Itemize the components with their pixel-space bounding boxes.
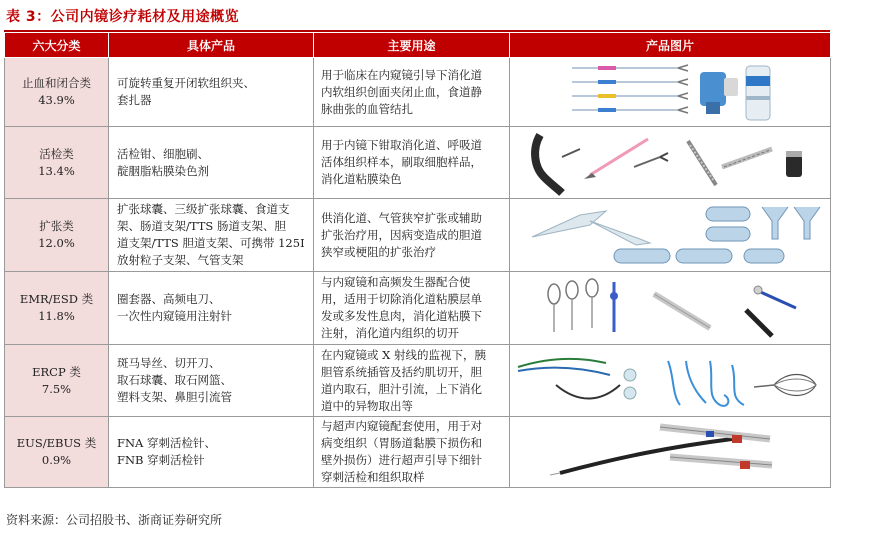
table-row bbox=[5, 345, 831, 417]
category-share: 13.4% bbox=[38, 163, 75, 178]
use-line: 道中的异物取出等 bbox=[321, 398, 413, 413]
use-line: 活体组织样本，刷取细胞样品， bbox=[321, 155, 482, 169]
table-row bbox=[5, 417, 831, 488]
use-line: 发或多发性息肉，消化道粘膜下 bbox=[321, 309, 482, 323]
category-cell bbox=[5, 345, 109, 417]
use-line: 在内窥镜或 X 射线的监视下，胰 bbox=[321, 347, 486, 362]
use-line: 脉曲张的血管结扎 bbox=[321, 101, 413, 116]
use-line: 狭窄或梗阻的扩张治疗 bbox=[321, 244, 436, 259]
product-line: 活检钳、细胞刷、 bbox=[117, 146, 209, 161]
products-cell bbox=[109, 127, 314, 199]
use-line: 用于内镜下钳取消化道、呼吸道 bbox=[321, 138, 482, 152]
uses-cell bbox=[314, 127, 510, 199]
product-line: 扩张球囊、三级扩张球囊、食道支 bbox=[117, 202, 290, 216]
header-uses: 主要用途 bbox=[314, 33, 510, 58]
balloon-and-stent-image bbox=[510, 199, 831, 272]
product-line: 塑料支架、鼻胆引流管 bbox=[117, 390, 232, 404]
category-share: 7.5% bbox=[41, 381, 72, 396]
use-line: 扩张治疗用，因病变造成的胆道 bbox=[321, 227, 482, 242]
guidewire-and-basket-image bbox=[510, 345, 831, 417]
products-cell bbox=[109, 58, 314, 127]
product-line: FNA 穿刺活检针、 bbox=[117, 436, 217, 450]
product-line: 取石球囊、取石网篮、 bbox=[117, 373, 232, 387]
product-line: 斑马导丝、切开刀、 bbox=[117, 356, 221, 370]
products-cell bbox=[109, 345, 314, 417]
uses-cell bbox=[314, 199, 510, 272]
product-line: 靛胭脂粘膜染色剂 bbox=[117, 163, 209, 178]
category-name: 活检类 bbox=[39, 146, 74, 161]
use-line: 供消化道、气管狭窄扩张或辅助 bbox=[321, 210, 482, 225]
category-name: ERCP 类 bbox=[32, 364, 81, 379]
category-share: 43.9% bbox=[38, 93, 75, 107]
use-line: 消化道粘膜染色 bbox=[321, 172, 402, 186]
category-cell bbox=[5, 127, 109, 199]
use-line: 内软组织创面夹闭止血，食道静 bbox=[321, 84, 482, 99]
product-line: 可旋转重复开闭软组织夹、 bbox=[117, 76, 255, 90]
header-images: 产品图片 bbox=[510, 33, 831, 58]
products-cell bbox=[109, 199, 314, 272]
source-note: 资料来源：公司招股书、浙商证券研究所 bbox=[6, 513, 223, 527]
use-line: 注射，消化道内组织的切开 bbox=[321, 326, 459, 340]
product-line: FNB 穿刺活检针 bbox=[117, 453, 205, 467]
biopsy-forceps-image bbox=[510, 127, 831, 199]
category-share: 12.0% bbox=[38, 236, 75, 250]
product-line: 放射粒子支架、气管支架 bbox=[117, 253, 244, 267]
table-row bbox=[5, 199, 831, 272]
use-line: 与超声内窥镜配套使用，用于对 bbox=[321, 419, 482, 433]
product-table bbox=[4, 32, 831, 488]
table-row bbox=[5, 58, 831, 127]
use-line: 病变组织（胃肠道黏膜下损伤和 bbox=[321, 436, 482, 450]
uses-cell bbox=[314, 345, 510, 417]
product-line: 架、肠道支架/TTS 肠道支架、胆 bbox=[117, 219, 286, 233]
use-line: 穿刺活检和组织取样 bbox=[321, 470, 425, 484]
category-name: EMR/ESD 类 bbox=[19, 292, 94, 306]
uses-cell bbox=[314, 417, 510, 488]
category-cell bbox=[5, 199, 109, 272]
table-row bbox=[5, 272, 831, 345]
category-share: 11.8% bbox=[38, 309, 75, 323]
header-category: 六大分类 bbox=[5, 33, 109, 58]
category-cell bbox=[5, 272, 109, 345]
category-name: EUS/EBUS 类 bbox=[16, 436, 97, 450]
use-line: 胆管系统插管及括约肌切开，胆 bbox=[321, 364, 482, 379]
category-name: 扩张类 bbox=[39, 219, 74, 233]
products-cell bbox=[109, 417, 314, 488]
uses-cell bbox=[314, 272, 510, 345]
category-name: 止血和闭合类 bbox=[22, 76, 91, 90]
header-products: 具体产品 bbox=[109, 33, 314, 58]
product-line: 一次性内窥镜用注射针 bbox=[117, 309, 232, 323]
uses-cell bbox=[314, 58, 510, 127]
snare-and-knife-image bbox=[510, 272, 831, 345]
use-line: 与内窥镜和高频发生器配合使 bbox=[321, 275, 471, 289]
use-line: 壁外损伤）进行超声引导下细针 bbox=[321, 453, 482, 467]
use-line: 道内取石，胆汁引流，上下消化 bbox=[321, 381, 482, 396]
category-cell bbox=[5, 58, 109, 127]
use-line: 用于临床在内窥镜引导下消化道 bbox=[321, 67, 482, 82]
biopsy-needle-image bbox=[510, 417, 831, 488]
use-line: 用，适用于切除消化道粘膜层单 bbox=[321, 292, 482, 306]
product-line: 套扎器 bbox=[117, 93, 152, 107]
product-line: 圈套器、高频电刀、 bbox=[117, 292, 221, 306]
table-row bbox=[5, 127, 831, 199]
product-line: 道支架/TTS 胆道支架、可携带 125I bbox=[117, 236, 305, 250]
category-cell bbox=[5, 417, 109, 488]
category-share: 0.9% bbox=[41, 453, 72, 467]
products-cell bbox=[109, 272, 314, 345]
table-header-row bbox=[5, 33, 831, 58]
table-title: 表 3：公司内镜诊疗耗材及用途概览 bbox=[6, 9, 240, 25]
hemostatic-clip-and-ligator-image bbox=[510, 58, 831, 127]
